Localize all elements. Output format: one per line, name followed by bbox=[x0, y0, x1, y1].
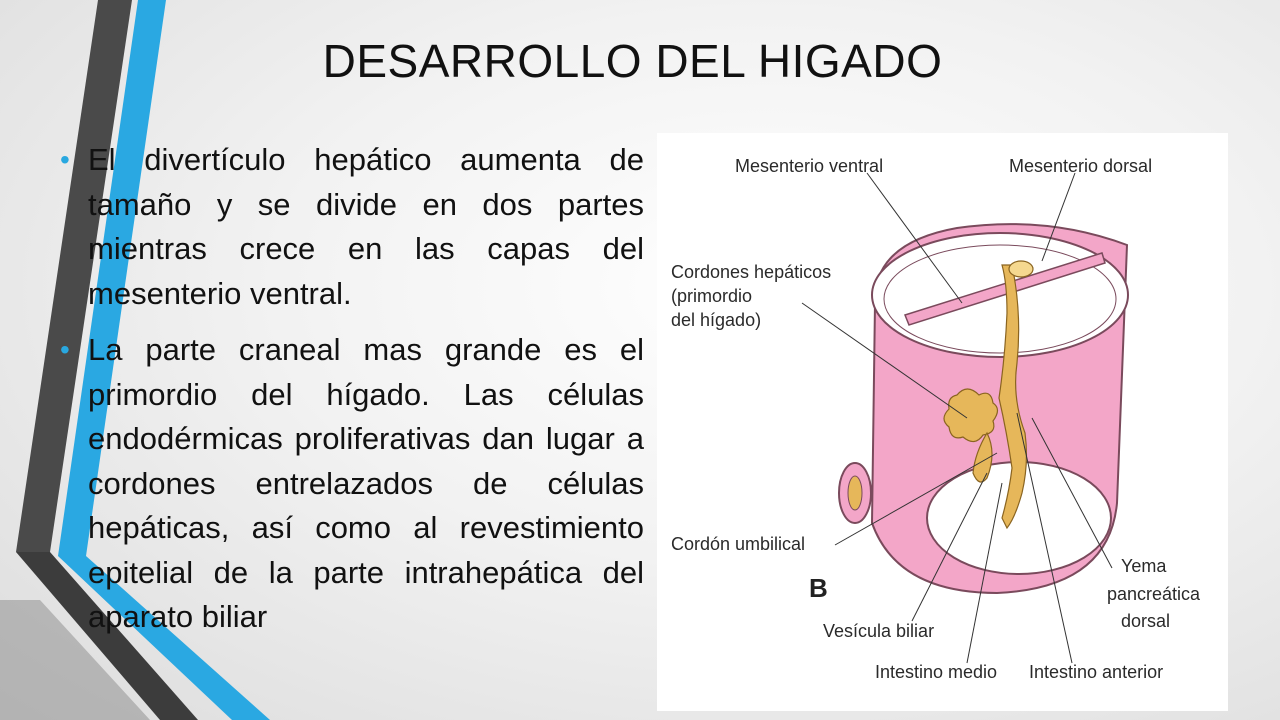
bullet-text: La parte craneal mas grande es el primordio del hígado. Las células endodérmicas proliferativas dan lugar a cordones entrelazados de células hepáticas, así como al revestimiento epitelial de la parte intrahepática del aparato biliar bbox=[88, 332, 644, 634]
page-title: DESARROLLO DEL HIGADO bbox=[322, 35, 943, 87]
bullet-icon: • bbox=[60, 144, 70, 175]
label-intestino-medio: Intestino medio bbox=[875, 662, 998, 682]
label-cordones-1: Cordones hepáticos bbox=[671, 262, 832, 282]
label-yema-2: pancreática bbox=[1107, 584, 1201, 604]
label-mesenterio-dorsal: Mesenterio dorsal bbox=[1009, 156, 1153, 176]
bullet-item bbox=[58, 138, 644, 316]
label-yema-1: Yema bbox=[1121, 556, 1167, 576]
liver-development-figure bbox=[657, 133, 1228, 711]
umbilical-lumen bbox=[848, 476, 862, 510]
label-vesicula: Vesícula biliar bbox=[823, 621, 935, 641]
gut-lumen bbox=[1009, 261, 1033, 277]
bullet-text: El divertículo hepático aumenta de tamaño y se divide en dos partes mientras crece en las capas del mesenterio ventral. bbox=[88, 142, 644, 311]
label-yema-3: dorsal bbox=[1121, 611, 1171, 631]
label-mesenterio-ventral: Mesenterio ventral bbox=[735, 156, 884, 176]
bullet-list bbox=[58, 138, 644, 652]
liver-bud bbox=[944, 389, 998, 442]
label-cordones-3: del hígado) bbox=[671, 310, 762, 330]
label-intestino-anterior: Intestino anterior bbox=[1029, 662, 1164, 682]
label-cordones-2: (primordio bbox=[671, 286, 753, 306]
panel-label: B bbox=[809, 573, 828, 603]
bullet-icon: • bbox=[60, 334, 70, 365]
bullet-item bbox=[58, 328, 644, 640]
label-cordon-umbilical: Cordón umbilical bbox=[671, 534, 806, 554]
